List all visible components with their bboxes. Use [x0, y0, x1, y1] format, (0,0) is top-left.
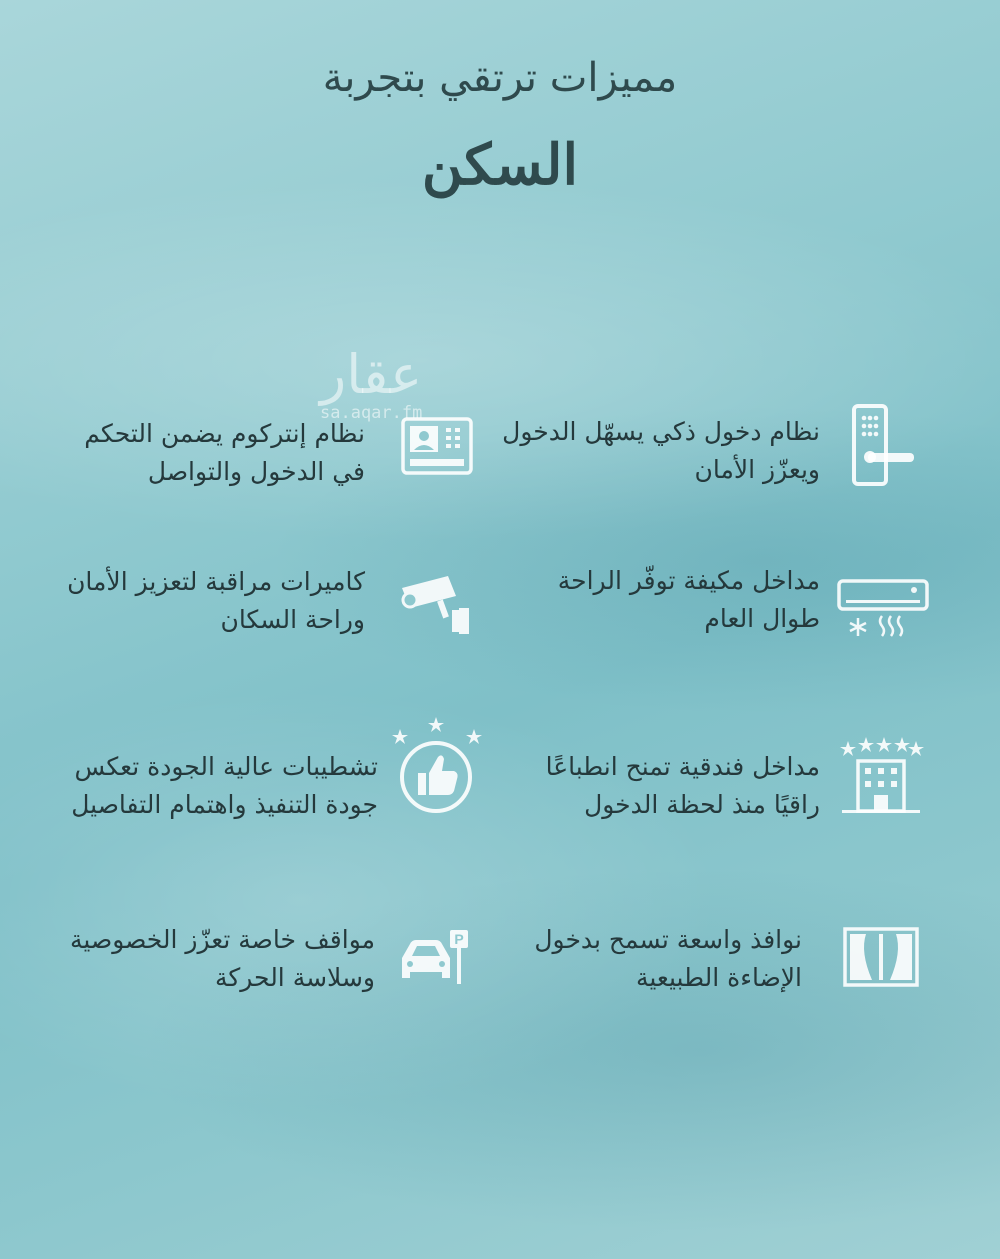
hotel-building-icon	[836, 735, 924, 815]
feature-line-2: راقيًا منذ لحظة الدخول	[584, 790, 820, 819]
feature-high-quality-finishes	[71, 748, 378, 824]
feature-air-conditioned-entrances	[558, 562, 820, 638]
feature-line-1: كاميرات مراقبة لتعزيز الأمان	[67, 567, 365, 596]
feature-line-2: جودة التنفيذ واهتمام التفاصيل	[71, 790, 378, 819]
svg-text:P: P	[454, 931, 464, 947]
security-camera-icon	[396, 570, 476, 634]
page-title-line-2: السكن	[421, 132, 579, 198]
window-curtains-icon	[842, 926, 920, 988]
smart-lock-icon	[848, 402, 918, 488]
feature-line-1: مداخل مكيفة توفّر الراحة	[557, 566, 820, 595]
feature-private-parking	[70, 921, 375, 997]
feature-line-1: نوافذ واسعة تسمح بدخول	[534, 925, 802, 954]
thumbs-up-stars-icon	[384, 715, 484, 815]
feature-intercom	[84, 415, 365, 491]
feature-line-2: وراحة السكان	[220, 605, 365, 634]
feature-line-1: مداخل فندقية تمنح انطباعًا	[545, 752, 820, 781]
feature-line-2: الإضاءة الطبيعية	[635, 963, 802, 992]
feature-line-2: وسلاسة الحركة	[214, 963, 375, 992]
feature-line-1: تشطيبات عالية الجودة تعكس	[74, 752, 378, 781]
watermark-logo-text: عقار	[320, 343, 423, 406]
feature-wide-windows	[534, 921, 802, 997]
watermark-url: sa.aqar.fm	[320, 403, 423, 423]
feature-line-2: ويعزّز الأمان	[694, 455, 820, 484]
page-title-line-1: مميزات ترتقي بتجربة	[322, 55, 678, 101]
feature-line-2: طوال العام	[704, 604, 820, 633]
intercom-icon	[400, 416, 474, 476]
feature-hotel-entrances	[546, 748, 820, 824]
feature-line-1: نظام إنتركوم يضمن التحكم	[84, 419, 365, 448]
feature-line-2: في الدخول والتواصل	[147, 457, 365, 486]
feature-line-1: نظام دخول ذكي يسهّل الدخول	[502, 417, 820, 446]
car-parking-icon	[396, 928, 476, 988]
feature-smart-entry	[502, 413, 820, 489]
watermark	[320, 345, 422, 423]
air-conditioner-icon	[836, 578, 930, 644]
feature-line-1: مواقف خاصة تعزّز الخصوصية	[70, 925, 375, 954]
feature-security-cameras	[67, 563, 365, 639]
